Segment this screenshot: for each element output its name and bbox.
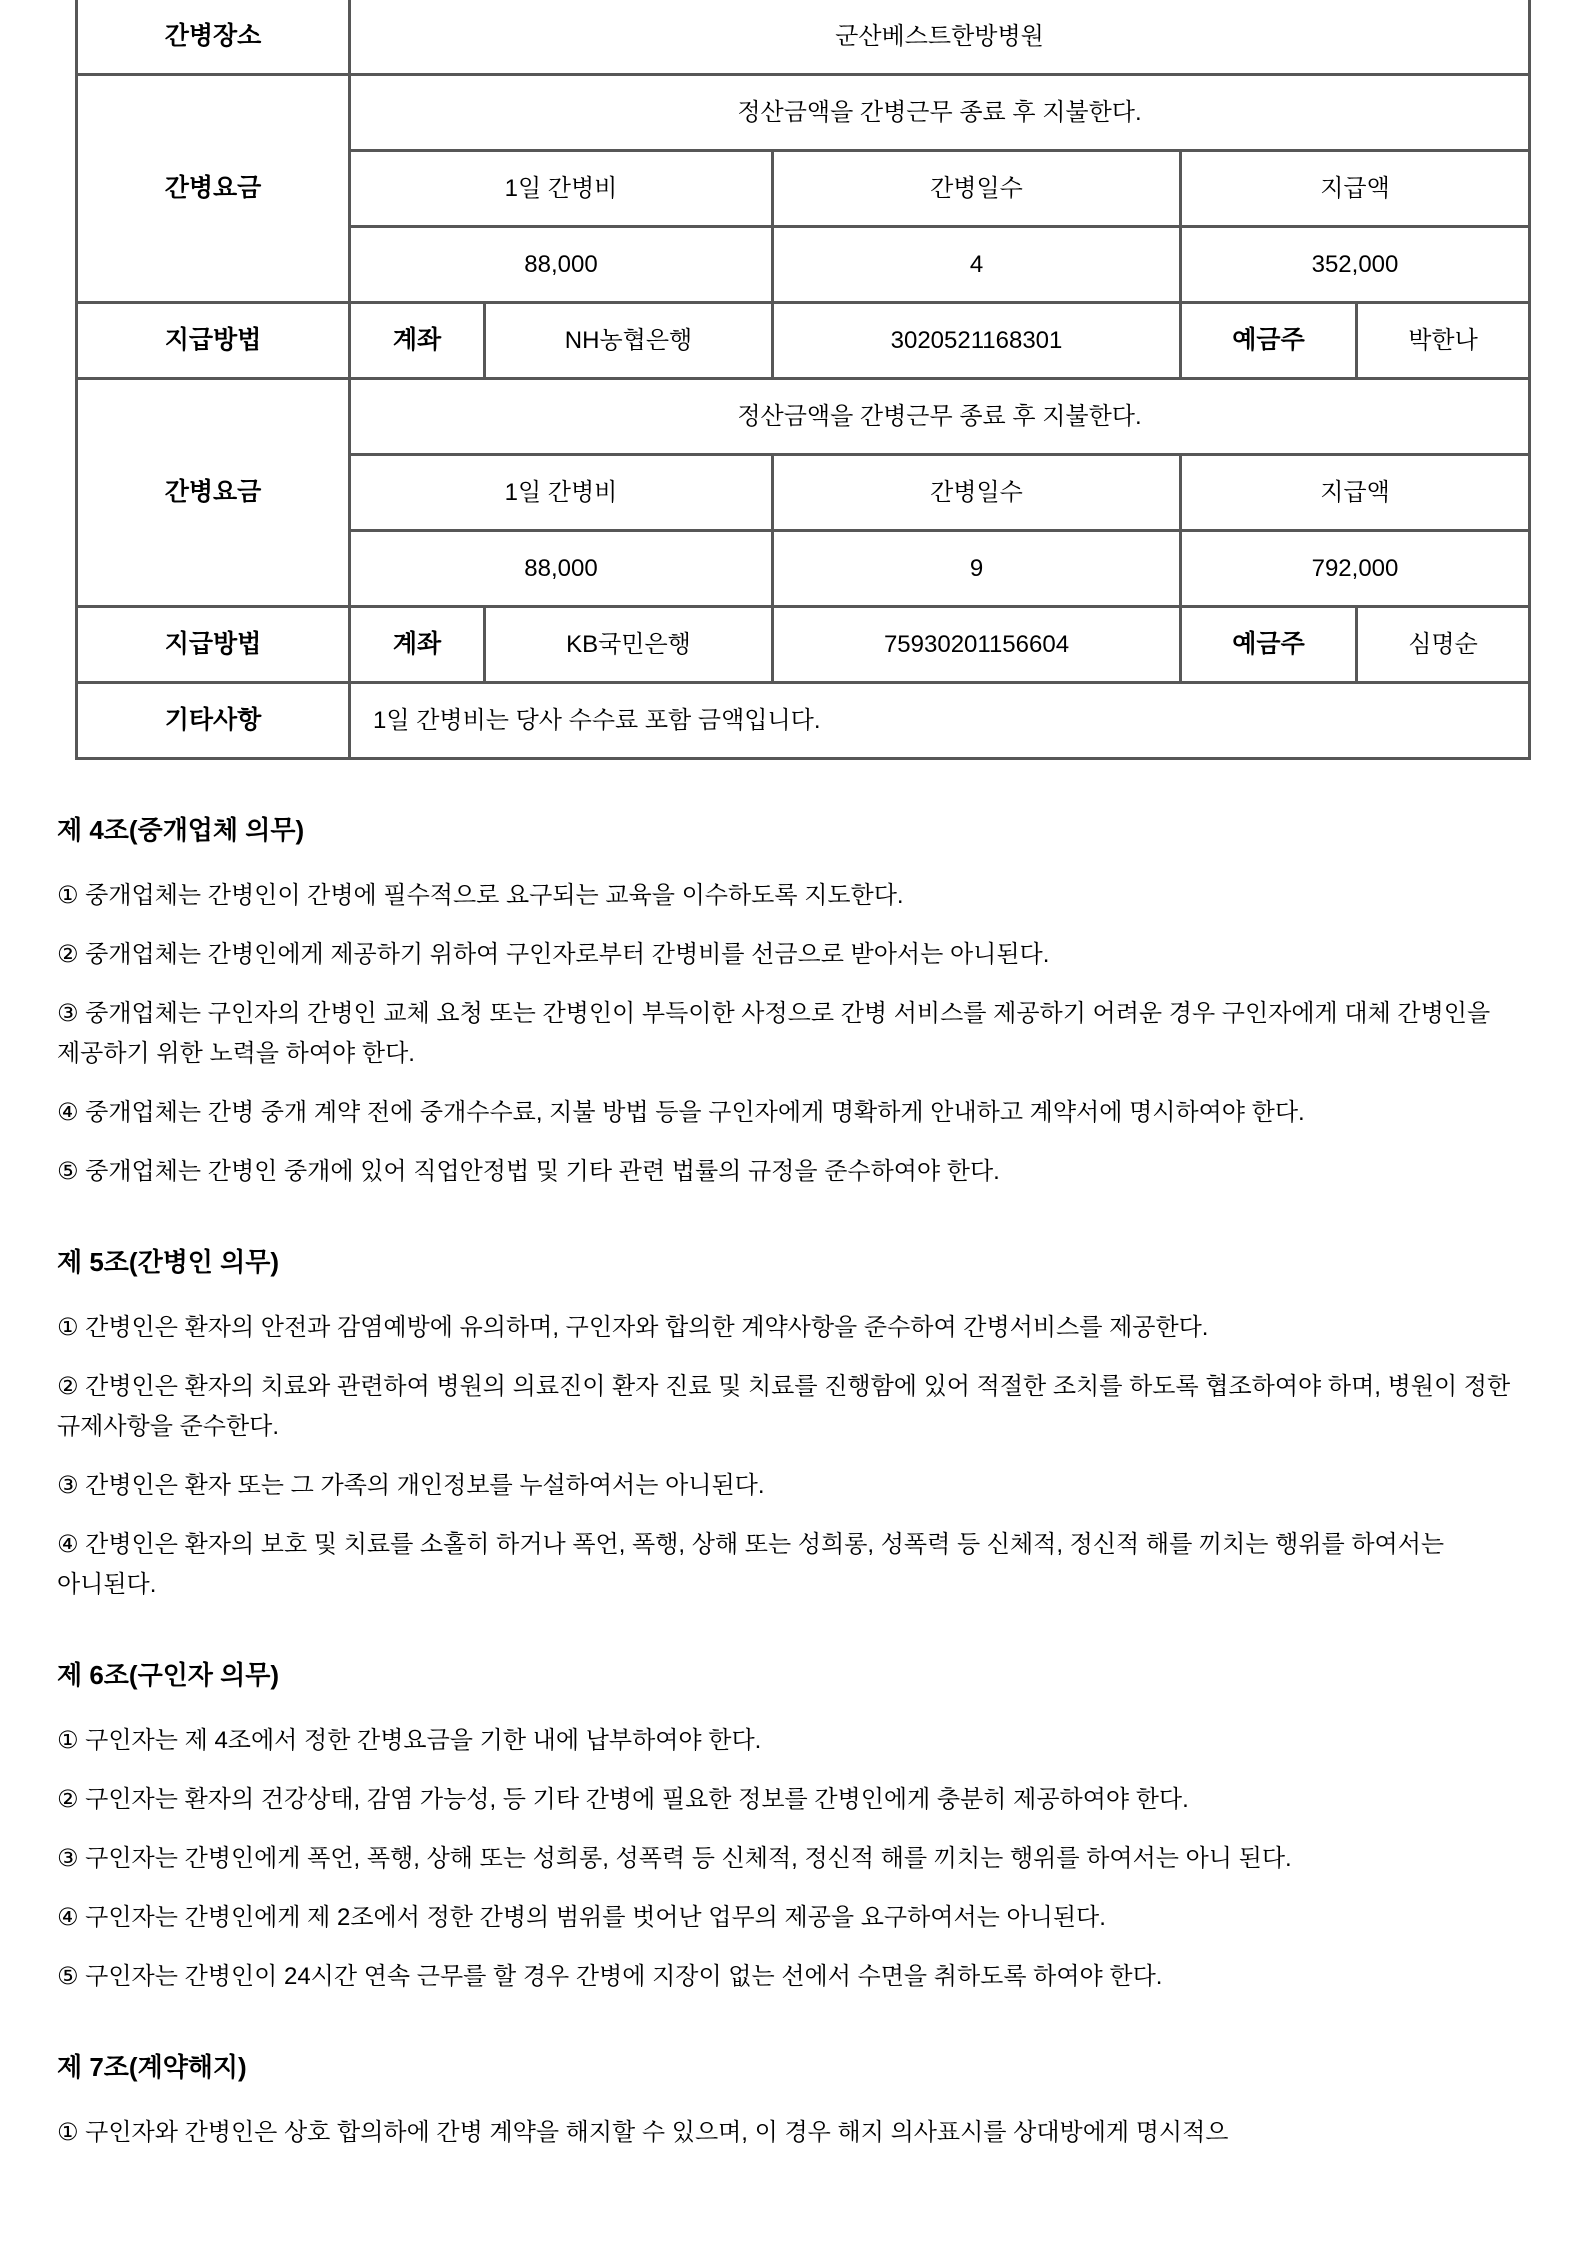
article-4-clause-2: ② 중개업체는 간병인에게 제공하기 위하여 구인자로부터 간병비를 선금으로 받아서는 아니된다. xyxy=(57,941,1050,968)
care-days-header-1: 간병일수 xyxy=(773,151,1181,227)
fee-label-2: 간병요금 xyxy=(77,379,350,607)
article-5-clause-1: ① 간병인은 환자의 안전과 감염예방에 유의하며, 구인자와 합의한 계약사항을 준수하여 간병서비스를 제공한다. xyxy=(57,1314,1209,1341)
section-article-5 xyxy=(57,1244,1538,1605)
daily-fee-header-1: 1일 간병비 xyxy=(350,151,773,227)
fee-note-row-1 xyxy=(77,75,1530,151)
section-article-7 xyxy=(57,2049,1538,2153)
total-amount-value-2: 792,000 xyxy=(1181,531,1530,607)
account-number-1: 3020521168301 xyxy=(773,303,1181,379)
care-location-label: 간병장소 xyxy=(77,0,350,75)
article-5-clause-4: ④ 간병인은 환자의 보호 및 치료를 소홀히 하거나 폭언, 폭행, 상해 또는 성희롱, 성폭력 등 신체적, 정신적 해를 끼치는 행위를 하여서는 아니된다. xyxy=(57,1531,1445,1598)
payment-method-row-1 xyxy=(77,303,1530,379)
holder-name-2: 심명순 xyxy=(1357,607,1530,683)
article-5-clause-3: ③ 간병인은 환자 또는 그 가족의 개인정보를 누설하여서는 아니된다. xyxy=(57,1472,765,1499)
account-label-1: 계좌 xyxy=(350,303,485,379)
total-amount-header-1: 지급액 xyxy=(1181,151,1530,227)
holder-name-1: 박한나 xyxy=(1357,303,1530,379)
payment-method-label-2: 지급방법 xyxy=(77,607,350,683)
daily-fee-value-2: 88,000 xyxy=(350,531,773,607)
article-7-clause-1: ① 구인자와 간병인은 상호 합의하에 간병 계약을 해지할 수 있으며, 이 경우 해지 의사표시를 상대방에게 명시적으 xyxy=(57,2119,1229,2146)
etc-value: 1일 간병비는 당사 수수료 포함 금액입니다. xyxy=(350,683,1530,759)
article-6-title: 제 6조(구인자 의무) xyxy=(57,1660,280,1690)
article-4-clause-4: ④ 중개업체는 간병 중개 계약 전에 중개수수료, 지불 방법 등을 구인자에게 명확하게 안내하고 계약서에 명시하여야 한다. xyxy=(57,1099,1305,1126)
contract-articles xyxy=(57,812,1538,2153)
care-days-value-2: 9 xyxy=(773,531,1181,607)
care-location-value: 군산베스트한방병원 xyxy=(350,0,1530,75)
fee-note-2: 정산금액을 간병근무 종료 후 지불한다. xyxy=(350,379,1530,455)
total-amount-value-1: 352,000 xyxy=(1181,227,1530,303)
section-article-6 xyxy=(57,1657,1538,1997)
article-6-clause-1: ① 구인자는 제 4조에서 정한 간병요금을 기한 내에 납부하여야 한다. xyxy=(57,1727,762,1754)
fee-note-row-2 xyxy=(77,379,1530,455)
article-6-clause-4: ④ 구인자는 간병인에게 제 2조에서 정한 간병의 범위를 벗어난 업무의 제공을 요구하여서는 아니된다. xyxy=(57,1904,1106,1931)
care-days-header-2: 간병일수 xyxy=(773,455,1181,531)
article-4-clause-5: ⑤ 중개업체는 간병인 중개에 있어 직업안정법 및 기타 관련 법률의 규정을 준수하여야 한다. xyxy=(57,1158,1000,1185)
bank-name-2: KB국민은행 xyxy=(485,607,773,683)
article-7-title: 제 7조(계약해지) xyxy=(57,2052,247,2082)
article-4-title: 제 4조(중개업체 의무) xyxy=(57,815,305,845)
article-5-clause-2: ② 간병인은 환자의 치료와 관련하여 병원의 의료진이 환자 진료 및 치료를 진행함에 있어 적절한 조치를 하도록 협조하여야 하며, 병원이 정한 규제사항을 준수한다. xyxy=(57,1373,1511,1440)
bank-name-1: NH농협은행 xyxy=(485,303,773,379)
care-contract-table xyxy=(75,0,1531,760)
holder-label-2: 예금주 xyxy=(1181,607,1357,683)
care-days-value-1: 4 xyxy=(773,227,1181,303)
daily-fee-value-1: 88,000 xyxy=(350,227,773,303)
payment-method-row-2 xyxy=(77,607,1530,683)
payment-method-label-1: 지급방법 xyxy=(77,303,350,379)
daily-fee-header-2: 1일 간병비 xyxy=(350,455,773,531)
fee-note-1: 정산금액을 간병근무 종료 후 지불한다. xyxy=(350,75,1530,151)
account-number-2: 75930201156604 xyxy=(773,607,1181,683)
fee-label-1: 간병요금 xyxy=(77,75,350,303)
article-4-clause-1: ① 중개업체는 간병인이 간병에 필수적으로 요구되는 교육을 이수하도록 지도한다. xyxy=(57,882,904,909)
account-label-2: 계좌 xyxy=(350,607,485,683)
etc-row xyxy=(77,683,1530,759)
holder-label-1: 예금주 xyxy=(1181,303,1357,379)
article-5-title: 제 5조(간병인 의무) xyxy=(57,1247,280,1277)
article-6-clause-3: ③ 구인자는 간병인에게 폭언, 폭행, 상해 또는 성희롱, 성폭력 등 신체적, 정신적 해를 끼치는 행위를 하여서는 아니 된다. xyxy=(57,1845,1292,1872)
article-6-clause-5: ⑤ 구인자는 간병인이 24시간 연속 근무를 할 경우 간병에 지장이 없는 선에서 수면을 취하도록 하여야 한다. xyxy=(57,1963,1163,1990)
article-4-clause-3: ③ 중개업체는 구인자의 간병인 교체 요청 또는 간병인이 부득이한 사정으로 간병 서비스를 제공하기 어려운 경우 구인자에게 대체 간병인을 제공하기 위한 노력을 하여야 한다. xyxy=(57,1000,1491,1067)
etc-label: 기타사항 xyxy=(77,683,350,759)
article-6-clause-2: ② 구인자는 환자의 건강상태, 감염 가능성, 등 기타 간병에 필요한 정보를 간병인에게 충분히 제공하여야 한다. xyxy=(57,1786,1189,1813)
section-article-4 xyxy=(57,812,1538,1192)
care-location-row xyxy=(77,0,1530,75)
total-amount-header-2: 지급액 xyxy=(1181,455,1530,531)
